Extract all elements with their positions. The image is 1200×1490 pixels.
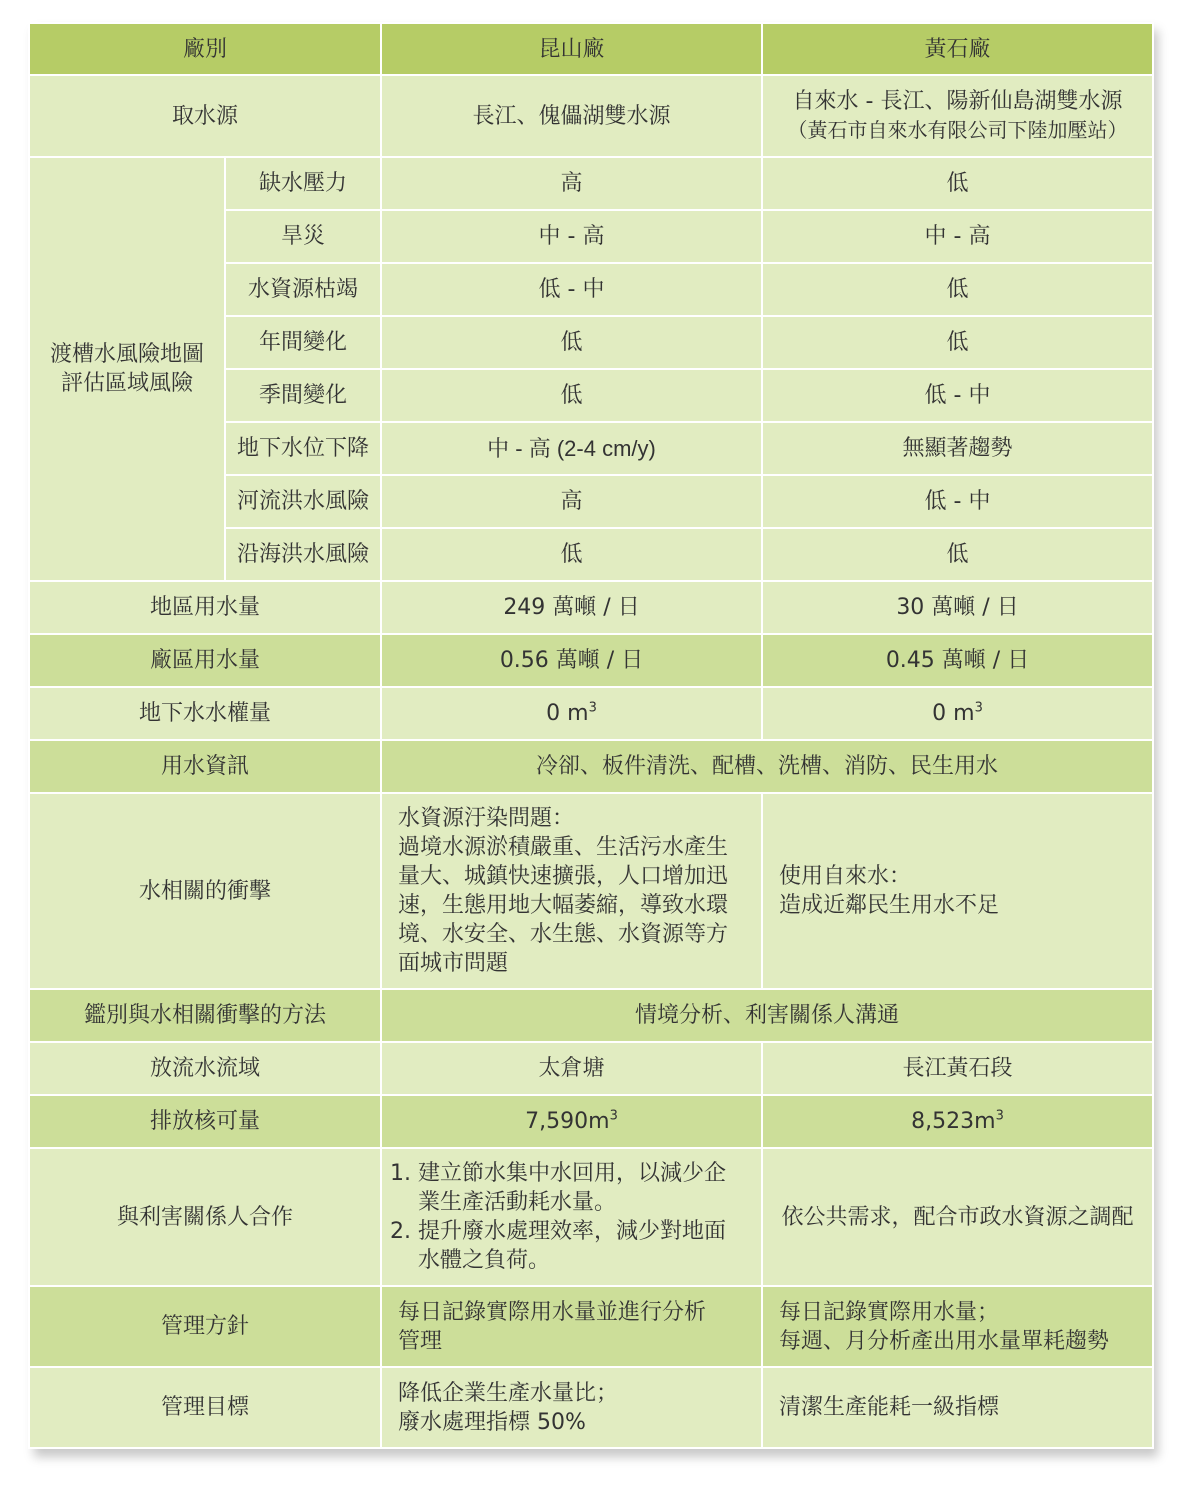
- unit-exponent: 3: [609, 1108, 618, 1124]
- header-huangshi: 黃石廠: [762, 23, 1153, 75]
- risk-huangshi: 低: [762, 316, 1153, 369]
- target-row: [29, 1367, 1153, 1448]
- unit-exponent: 3: [974, 700, 983, 716]
- water-source-huangshi: [762, 75, 1153, 157]
- risk-kunshan: 高: [381, 157, 762, 210]
- risk-row: [29, 157, 1153, 210]
- risk-huangshi: 低: [762, 157, 1153, 210]
- risk-label: 季間變化: [225, 369, 381, 422]
- groundwater-rights-row: [29, 687, 1153, 740]
- identification-label: 鑑別與水相關衝擊的方法: [29, 989, 381, 1042]
- water-source-huangshi-line1: 自來水 - 長江、陽新仙島湖雙水源: [792, 89, 1123, 114]
- impact-huangshi: [762, 793, 1153, 989]
- impact-label: 水相關的衝擊: [29, 793, 381, 989]
- risk-kunshan: 低 - 中: [381, 263, 762, 316]
- water-source-kunshan: 長江、傀儡湖雙水源: [381, 75, 762, 157]
- risk-kunshan: 低: [381, 528, 762, 581]
- unit-exponent: 3: [995, 1108, 1004, 1124]
- usage-info-label: 用水資訊: [29, 740, 381, 793]
- policy-kunshan-line: 每日記錄實際用水量並進行分析: [398, 1299, 707, 1325]
- policy-label: 管理方針: [29, 1286, 381, 1367]
- impact-kunshan-line: 水資源汙染問題：: [398, 806, 575, 831]
- risk-label: 年間變化: [225, 316, 381, 369]
- discharge-basin-kunshan: 太倉塘: [381, 1042, 762, 1095]
- cooperation-row: [29, 1148, 1153, 1286]
- header-plant: 廠別: [29, 23, 381, 75]
- header-kunshan: 昆山廠: [381, 23, 762, 75]
- target-kunshan-line: 降低企業生產水量比；: [398, 1380, 619, 1406]
- discharge-permit-row: [29, 1095, 1153, 1148]
- cooperation-huangshi: 依公共需求，配合市政水資源之調配: [762, 1148, 1153, 1286]
- usage-info-value: 冷卻、板件清洗、配槽、洗槽、消防、民生用水: [381, 740, 1153, 793]
- groundwater-rights-huangshi-value: 0 m: [932, 701, 975, 726]
- impact-kunshan-line: 過境水源淤積嚴重、生活污水產生: [398, 835, 729, 860]
- impact-huangshi-line: 使用自來水：: [779, 864, 912, 889]
- risk-huangshi: 低 - 中: [762, 369, 1153, 422]
- identification-row: [29, 989, 1153, 1042]
- impact-kunshan: [381, 793, 762, 989]
- discharge-basin-label: 放流水流域: [29, 1042, 381, 1095]
- discharge-permit-kunshan: [381, 1095, 762, 1148]
- cooperation-list-item: 1. 建立節水集中水回用，以減少企 業生產活動耗水量。: [418, 1159, 751, 1217]
- risk-label: 缺水壓力: [225, 157, 381, 210]
- risk-label: 地下水位下降: [225, 422, 381, 475]
- policy-row: [29, 1286, 1153, 1367]
- policy-huangshi: [762, 1286, 1153, 1367]
- risk-huangshi: 低: [762, 528, 1153, 581]
- risk-label: 旱災: [225, 210, 381, 263]
- policy-huangshi-line: 每日記錄實際用水量；: [779, 1299, 1000, 1325]
- regional-use-huangshi: 30 萬噸 / 日: [762, 581, 1153, 634]
- risk-huangshi: 低 - 中: [762, 475, 1153, 528]
- policy-huangshi-line: 每週、月分析產出用水量單耗趨勢: [779, 1328, 1110, 1354]
- impact-huangshi-line: 造成近鄰民生用水不足: [779, 893, 1000, 918]
- risk-kunshan: 中 - 高: [381, 210, 762, 263]
- impact-kunshan-line: 境、水安全、水生態、水資源等方: [398, 922, 729, 947]
- discharge-permit-huangshi: [762, 1095, 1153, 1148]
- identification-value: 情境分析、利害關係人溝通: [381, 989, 1153, 1042]
- target-kunshan-line: 廢水處理指標 50%: [398, 1409, 586, 1435]
- water-source-huangshi-line2: （黃石市自來水有限公司下陸加壓站）: [787, 118, 1128, 142]
- groundwater-rights-kunshan-value: 0 m: [546, 701, 589, 726]
- cooperation-list: [392, 1159, 751, 1275]
- risk-kunshan: 高: [381, 475, 762, 528]
- discharge-permit-label: 排放核可量: [29, 1095, 381, 1148]
- risk-label: 沿海洪水風險: [225, 528, 381, 581]
- header-row: [29, 23, 1153, 75]
- cooperation-label: 與利害關係人合作: [29, 1148, 381, 1286]
- risk-kunshan: 中 - 高 (2-4 cm/y): [381, 422, 762, 475]
- plant-use-row: [29, 634, 1153, 687]
- risk-label: 河流洪水風險: [225, 475, 381, 528]
- risk-huangshi: 低: [762, 263, 1153, 316]
- impact-kunshan-line: 面城市問題: [398, 951, 509, 976]
- policy-kunshan: [381, 1286, 762, 1367]
- plant-use-huangshi: 0.45 萬噸 / 日: [762, 634, 1153, 687]
- risk-label: 水資源枯竭: [225, 263, 381, 316]
- discharge-basin-huangshi: 長江黃石段: [762, 1042, 1153, 1095]
- cooperation-list-item: 2. 提升廢水處理效率，減少對地面 水體之負荷。: [418, 1217, 751, 1275]
- water-source-row: [29, 75, 1153, 157]
- water-info-table-card: [28, 22, 1152, 1449]
- usage-info-row: [29, 740, 1153, 793]
- discharge-permit-huangshi-value: 8,523m: [911, 1109, 996, 1134]
- risk-group-line1: 渡槽水風險地圖: [49, 342, 204, 367]
- risk-kunshan: 低: [381, 369, 762, 422]
- risk-group-label: [29, 157, 225, 581]
- plant-use-kunshan: 0.56 萬噸 / 日: [381, 634, 762, 687]
- regional-use-row: [29, 581, 1153, 634]
- discharge-basin-row: [29, 1042, 1153, 1095]
- impact-kunshan-line: 速，生態用地大幅萎縮，導致水環: [398, 893, 729, 918]
- plant-use-label: 廠區用水量: [29, 634, 381, 687]
- target-huangshi: 清潔生產能耗一級指標: [762, 1367, 1153, 1448]
- impact-kunshan-line: 量大、城鎮快速擴張，人口增加迅: [398, 864, 729, 889]
- groundwater-rights-label: 地下水水權量: [29, 687, 381, 740]
- water-info-table: [28, 22, 1154, 1449]
- risk-group-line2: 評估區域風險: [60, 371, 193, 396]
- risk-huangshi: 中 - 高: [762, 210, 1153, 263]
- impact-row: [29, 793, 1153, 989]
- water-source-label: 取水源: [29, 75, 381, 157]
- discharge-permit-kunshan-value: 7,590m: [525, 1109, 610, 1134]
- groundwater-rights-huangshi: [762, 687, 1153, 740]
- unit-exponent: 3: [588, 700, 597, 716]
- policy-kunshan-line: 管理: [398, 1328, 443, 1354]
- target-label: 管理目標: [29, 1367, 381, 1448]
- regional-use-label: 地區用水量: [29, 581, 381, 634]
- target-kunshan: [381, 1367, 762, 1448]
- risk-huangshi: 無顯著趨勢: [762, 422, 1153, 475]
- risk-kunshan: 低: [381, 316, 762, 369]
- groundwater-rights-kunshan: [381, 687, 762, 740]
- cooperation-kunshan: [381, 1148, 762, 1286]
- regional-use-kunshan: 249 萬噸 / 日: [381, 581, 762, 634]
